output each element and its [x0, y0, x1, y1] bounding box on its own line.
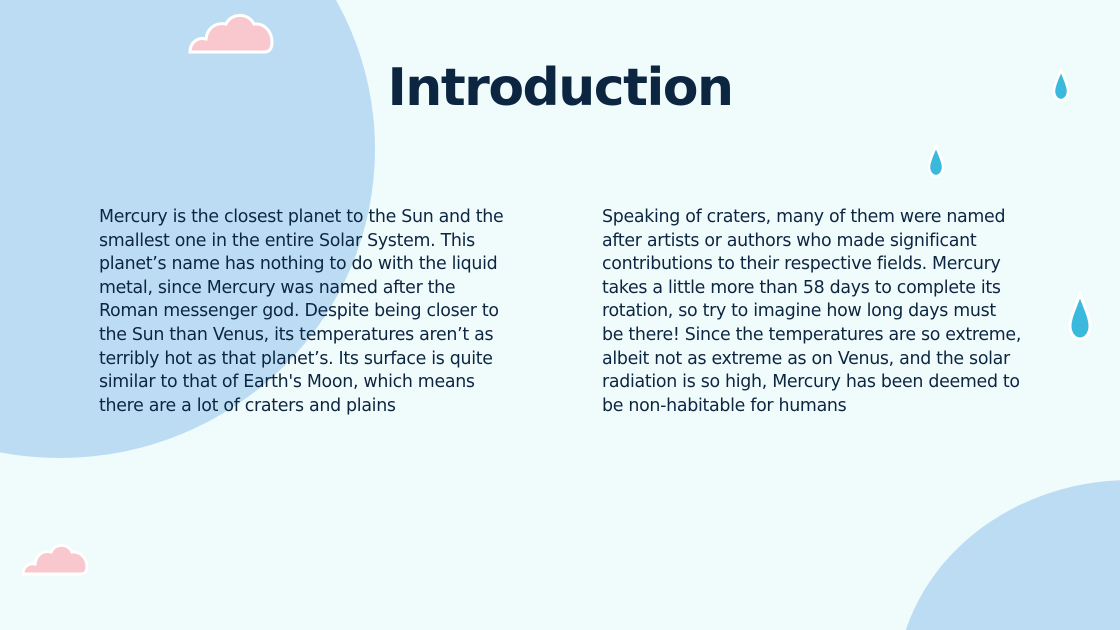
- slide-title: Introduction: [387, 58, 733, 118]
- raindrop-icon: [927, 144, 945, 178]
- background-blob-bottom-right: [896, 480, 1120, 630]
- cloud-icon: [20, 540, 90, 578]
- right-paragraph: Speaking of craters, many of them were named after artists or authors who made significant contributions to their respective fields. Mercury takes a little more than 58 days to complete its rotation, so try to imagine how long days must be there! Since the temperatures are so extreme, albeit not as extreme as on Venus, and the solar radiation is so high, Mercury has been deemed to be non-habitable for humans: [602, 207, 1022, 416]
- cloud-icon: [186, 10, 276, 56]
- left-paragraph: Mercury is the closest planet to the Sun and the smallest one in the entire Solar System. This planet’s name has nothing to do with the liquid metal, since Mercury was named after the Roman messenger god. Despite being closer to the Sun than Venus, its temperatures aren’t as terribly hot as that planet’s. Its surface is quite similar to that of Earth's Moon, which means there are a lot of craters and plains: [99, 207, 504, 416]
- raindrop-icon: [1067, 292, 1093, 342]
